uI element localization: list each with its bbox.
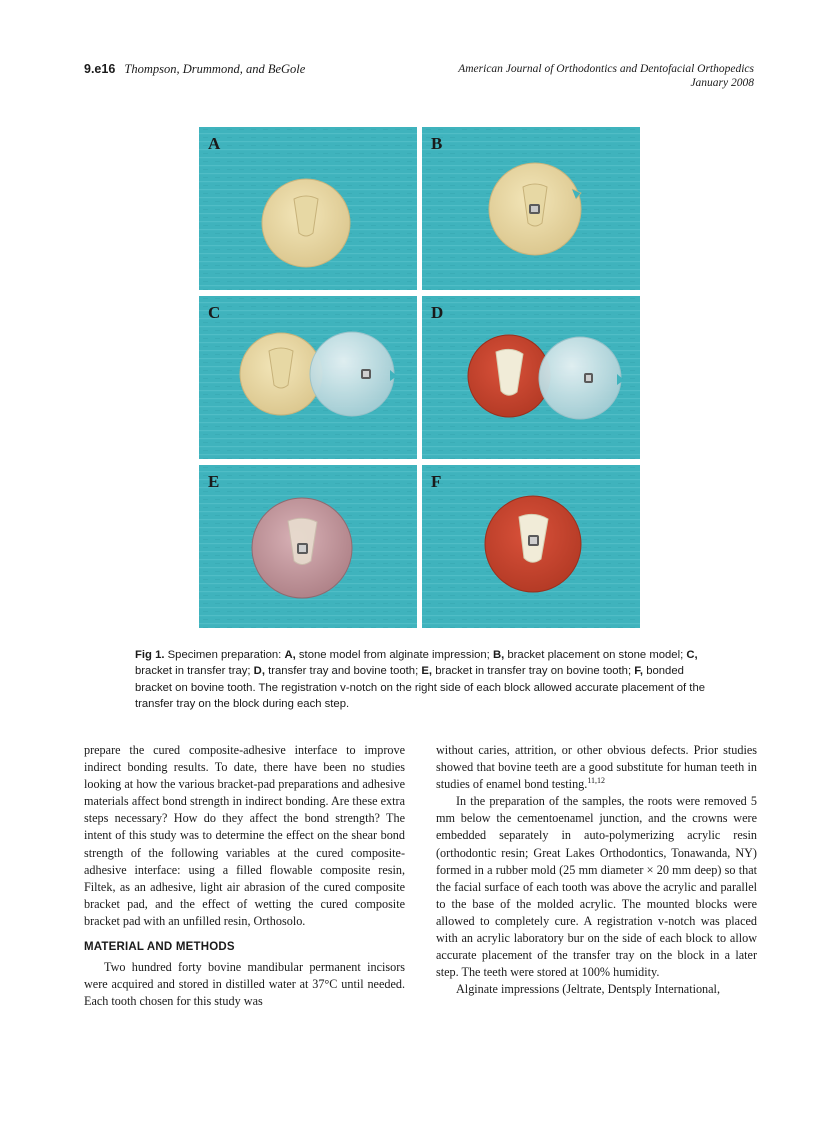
caption-letter-b: B, — [492, 649, 505, 661]
caption-text-a: stone model from alginate impression; — [298, 649, 490, 661]
caption-intro: Specimen preparation: — [167, 649, 282, 661]
caption-text-b: bracket placement on stone model; — [507, 649, 684, 661]
caption-label: Fig 1. — [135, 649, 165, 661]
caption-tail: The registration v-notch on the right side of each block allowed accurate placement of the transfer tray on the block during each step. — [135, 681, 706, 710]
journal-title: American Journal of Orthodontics and Dentofacial Orthopedics — [458, 63, 754, 75]
figure-panel-c — [199, 296, 417, 459]
panel-a-photo — [199, 127, 417, 290]
body-paragraph: Two hundred forty bovine mandibular permanent incisors were acquired and stored in distilled water at 37°C until needed. Each tooth chosen for this study was — [84, 960, 405, 1009]
caption-letter-e: E, — [421, 665, 433, 678]
figure-panel-f — [422, 465, 640, 628]
page-number: 9.e16 — [84, 62, 116, 76]
figure-1 — [199, 127, 640, 628]
panel-label-a: A — [208, 134, 221, 153]
caption-text-d: transfer tray and bovine tooth; — [268, 665, 419, 678]
panel-label-b: B — [431, 134, 443, 153]
caption-letter-c: C, — [686, 649, 698, 661]
body-paragraph: Alginate impressions (Jeltrate, Dentsply International, — [456, 982, 720, 997]
caption-letter-d: D, — [253, 665, 265, 678]
caption-text-e: bracket in transfer tray on bovine tooth; — [435, 665, 632, 678]
reference-superscript: 11,12 — [587, 776, 606, 786]
panel-c-photo — [199, 296, 417, 459]
body-paragraph-with-refs — [436, 742, 757, 793]
body-paragraph: prepare the cured composite-adhesive interface to improve indirect bonding results. To date, there have been no studies looking at how the various bracket-pad preparations and adhesive materials affect bond strength in indirect bonding. Are these extra steps necessary? How do they affect the bond strength? The intent of this study was to determine the effect on the shear bond strength of the following variables at the cured composite-adhesive interface: using a filled flowable composite resin, Filtek, as an adhesive, light air abrasion of the cured composite bracket pad, and the effect of wetting the cured composite bracket pad with an unfilled resin, Orthosolo. — [84, 743, 405, 928]
figure-caption — [135, 647, 709, 712]
panel-f-photo — [422, 465, 640, 628]
figure-panel-a — [199, 127, 417, 290]
section-heading: MATERIAL AND METHODS — [84, 941, 235, 954]
caption-letter-f: F, — [634, 665, 644, 678]
running-authors: Thompson, Drummond, and BeGole — [124, 62, 306, 76]
issue-date: January 2008 — [690, 77, 754, 89]
figure-panel-b — [422, 127, 640, 290]
body-paragraph: In the preparation of the samples, the roots were removed 5 mm below the cementoenamel junction, and the crowns were embedded separately in auto-polymerizing acrylic resin (orthodontic resin; Great Lakes Orthodontics, Tonawanda, NY) formed in a rubber mold (25 mm diameter × 20 mm deep) so that the facial surface of each tooth was above the acrylic and parallel to the base of the molded acrylic. The mounted blocks were allowed to completely cure. A registration v-notch was placed with an acrylic laboratory bur on the side of each block to allow accurate placement of the transfer tray on the block in a later step. The teeth were stored at 100% humidity. — [436, 794, 757, 980]
caption-text-f: bonded bracket on bovine tooth. — [135, 665, 684, 694]
running-header-right — [458, 62, 754, 90]
panel-e-photo — [199, 465, 417, 628]
running-header-left — [84, 62, 305, 77]
panel-label-c: C — [208, 303, 221, 322]
panel-d-photo — [422, 296, 640, 459]
panel-b-photo — [422, 127, 640, 290]
panel-label-f: F — [431, 472, 442, 491]
body-column-right — [436, 742, 757, 998]
caption-text-c: bracket in transfer tray; — [135, 665, 251, 678]
body-column-left — [84, 742, 405, 1010]
panel-label-d: D — [431, 303, 444, 322]
figure-panel-d — [422, 296, 640, 459]
caption-letter-a: A, — [284, 649, 296, 661]
panel-label-e: E — [208, 472, 220, 491]
body-paragraph: without caries, attrition, or other obvious defects. Prior studies showed that bovine teeth are a good substitute for human teeth in studies of enamel bond testing. — [436, 743, 757, 792]
figure-panel-e — [199, 465, 417, 628]
